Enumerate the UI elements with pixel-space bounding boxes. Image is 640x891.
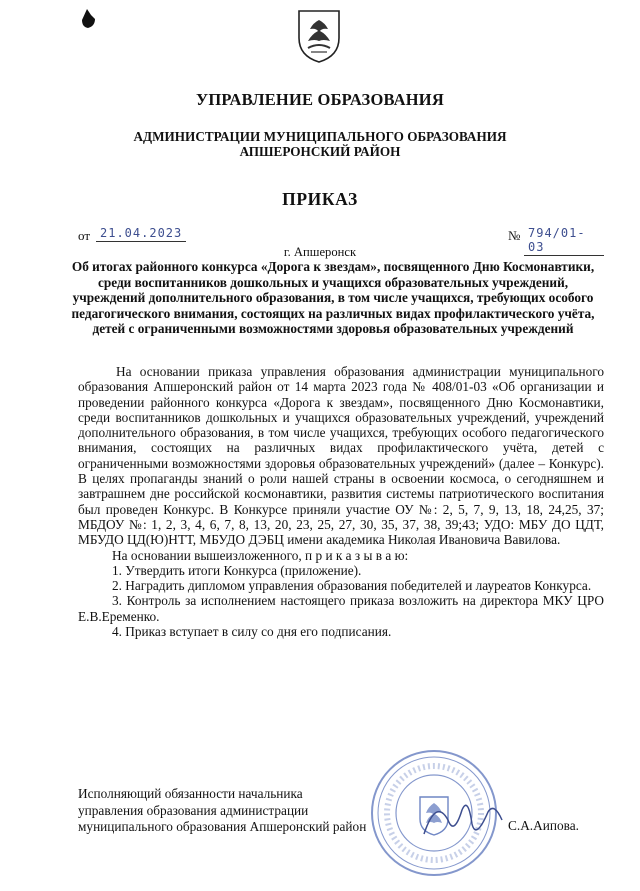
order-item-2: 2. Наградить дипломом управления образования победителей и лауреатов Конкурса. (112, 578, 592, 594)
order-item-1: 1. Утвердить итоги Конкурса (приложение). (112, 562, 362, 578)
city-line: г. Апшеронск (283, 245, 357, 259)
decree-line: На основании вышеизложенного, п р и к а з ы в а ю: (112, 547, 409, 563)
handwritten-signature (418, 790, 508, 850)
number-value: 794/01-03 (524, 226, 604, 256)
body-paragraph: На основании приказа управления образования администрации муниципального образования Апшеронский район от 14 марта 2023 года № 408/01-03 «Об организации и проведении районного конкурса «Дорога к звездам», посвященного Дню Космонавтики, среди воспитанников дошкольных и учащихся образовательных учреждений, учреждений дополнительного образования, в том числе учащихся, требующих особого педагогического внимания, состоящих на различных видах профилактического учёта, детей с ограниченными возможностями здоровья образовательных учреждений» (далее – Конкурс). В целях пропаганды знаний о роли нашей страны в освоении космоса, о сегодняшнем и завтрашнем дне российской космонавтики, развития системы патриотического воспитания был проведен Конкурс. В Конкурсе приняли участие ОУ №: 2, 5, 7, 9, 13, 18, 24,25, 37; МБДОУ №: 1, 2, 3, 4, 6, 7, 8, 13, 20, 23, 25, 27, 30, 35, 37, 38, 39;43; УДО: МБУ ДО ЦДТ, МБУДО ЦД(Ю)НТТ, МБУДО ДЭБЦ имени академика Николая Ивановича Вавилова. (78, 364, 604, 548)
signer-line-1: Исполняющий обязанности начальника (78, 786, 303, 801)
administration-heading (0, 129, 640, 159)
date-value: 21.04.2023 (96, 226, 186, 242)
document-type-heading: ПРИКАЗ (282, 189, 358, 209)
corner-mark-icon (78, 8, 98, 30)
department-heading: УПРАВЛЕНИЕ ОБРАЗОВАНИЯ (196, 90, 444, 109)
signer-line-3: муниципального образования Апшеронский район (78, 819, 367, 834)
order-title: Об итогах районного конкурса «Дорога к звездам», посвященного Дню Космонавтики, среди воспитанников дошкольных и учащихся образовательных учреждений, учреждений дополнительного образования, в том числе учащихся, требующих особого педагогического внимания, состоящих на различных видах профилактического учёта, детей с ограниченными возможностями здоровья образовательных учреждений (71, 259, 595, 336)
number-label: № (508, 228, 521, 243)
administration-line-1: АДМИНИСТРАЦИИ МУНИЦИПАЛЬНОГО ОБРАЗОВАНИЯ (133, 129, 507, 144)
signer-name: С.А.Аипова. (508, 818, 579, 833)
administration-line-2: АПШЕРОНСКИЙ РАЙОН (239, 144, 401, 159)
date-label: от (78, 228, 91, 243)
coat-of-arms-emblem (296, 8, 342, 64)
order-body (78, 364, 604, 639)
order-item-3: 3. Контроль за исполнением настоящего приказа возложить на директора МКУ ЦРО Е.В.Еременко. (78, 593, 604, 624)
signer-title (78, 786, 366, 836)
order-item-4: 4. Приказ вступает в силу со дня его подписания. (112, 624, 392, 640)
signer-line-2: управления образования администрации (78, 802, 309, 818)
